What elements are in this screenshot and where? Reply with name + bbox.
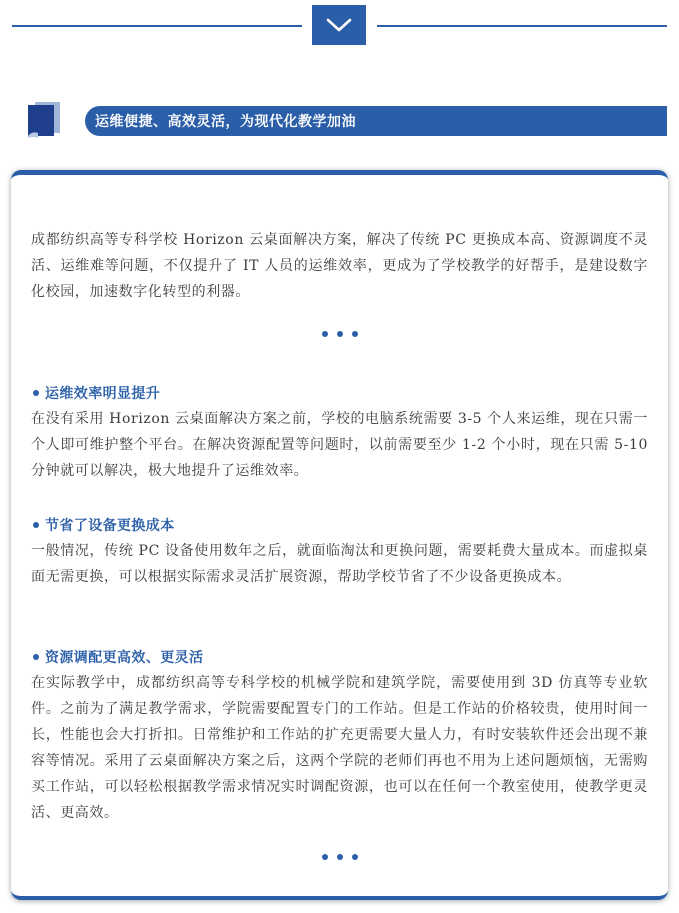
section-heading-text: 节省了设备更换成本 <box>45 518 175 534</box>
section-block-efficiency <box>31 380 648 484</box>
book-icon <box>24 100 64 140</box>
ellipsis-dots-icon <box>31 854 648 860</box>
separator-dot <box>352 854 358 860</box>
chevron-down-icon <box>312 5 366 45</box>
section-block-resources <box>31 644 648 826</box>
separator-dot <box>352 331 358 337</box>
section-heading-text: 资源调配更高效、更灵活 <box>45 650 204 666</box>
section-heading <box>31 512 648 538</box>
intro-paragraph <box>31 227 648 305</box>
ellipsis-dots-icon <box>31 331 648 337</box>
separator-dot <box>322 854 328 860</box>
intro-text: 成都纺织高等专科学校 Horizon 云桌面解决方案，解决了传统 PC 更换成本高、资源调度不灵活、运维难等问题，不仅提升了 IT 人员的运维效率，更成为了学校教学的好帮手，是建设数字化校园，加速数字化转型的利器。 <box>31 232 648 300</box>
section-heading <box>31 644 648 670</box>
section-header <box>24 100 667 140</box>
top-divider-right <box>377 25 667 27</box>
section-title-bar <box>85 106 667 136</box>
separator-dot <box>337 854 343 860</box>
section-heading-text: 运维效率明显提升 <box>45 386 161 402</box>
section-heading <box>31 380 648 406</box>
bullet-dot-icon <box>33 522 39 528</box>
section-title: 运维便捷、高效灵活，为现代化教学加油 <box>95 114 356 130</box>
bullet-dot-icon <box>33 654 39 660</box>
section-body: 在实际教学中，成都纺织高等专科学校的机械学院和建筑学院，需要使用到 3D 仿真等专业软件。之前为了满足教学需求，学院需要配置专门的工作站。但是工作站的价格较贵，使用时间一长，性能也会大打折扣。日常维护和工作站的扩充更需要大量人力，有时安装软件还会出现不兼容等情况。采用了云桌面解决方案之后，这两个学院的老师们再也不用为上述问题烦恼，无需购买工作站，可以轻松根据教学需求情况实时调配资源，也可以在任何一个教室使用，使教学更灵活、更高效。 <box>31 675 648 821</box>
separator-dot <box>337 331 343 337</box>
section-body: 一般情况，传统 PC 设备使用数年之后，就面临淘汰和更换问题，需要耗费大量成本。而虚拟桌面无需更换，可以根据实际需求灵活扩展资源，帮助学校节省了不少设备更换成本。 <box>31 543 648 585</box>
top-divider-left <box>12 25 302 27</box>
section-block-cost <box>31 512 648 590</box>
content-card <box>11 170 668 900</box>
bullet-dot-icon <box>33 390 39 396</box>
section-body: 在没有采用 Horizon 云桌面解决方案之前，学校的电脑系统需要 3-5 个人来运维，现在只需一个人即可维护整个平台。在解决资源配置等问题时，以前需要至少 1-2 个小时，现在只需 5-10 分钟就可以解决，极大地提升了运维效率。 <box>31 411 648 479</box>
separator-dot <box>322 331 328 337</box>
